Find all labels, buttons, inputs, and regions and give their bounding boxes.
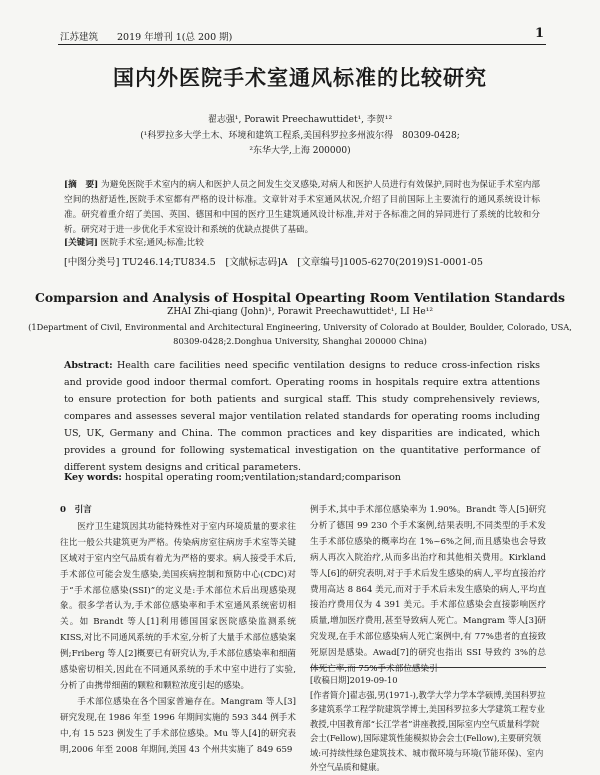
abstract-en	[64, 357, 540, 476]
authors-cn: 翟志强¹, Porawit Preechawuttidet¹, 李贺¹²	[207, 115, 393, 125]
footnote-author: [作者简介]翟志强,男(1971-),教学大学力学本学硕博,美国科罗拉多建筑系学工程学院建筑学博士,美国科罗拉多大学建筑工程专业教授,中国教育部“长江学者”讲座教授,国际室内空气质量科学院会士(Fellow),国际建筑性能模拟协会会士(Fellow),主要研究领域:可持续性绿色建筑技术、城市微环境与环境(节能环保)、室内外空气品质和健康。	[310, 689, 546, 772]
keywords-en	[64, 472, 401, 483]
affiliation-en-1: (1Department of Civil, Environmental and Architectural Engineering, University of Colorado at Boulder, Boulder, Colorado, USA,	[28, 322, 572, 332]
abstract-cn-label: [摘 要]	[64, 180, 99, 190]
footnote-rule	[310, 667, 546, 668]
keywords-en-label: Key words:	[64, 472, 122, 483]
abstract-en-label: Abstract:	[64, 360, 113, 371]
classification-line: [中图分类号] TU246.14;TU834.5 [文献标志码]A [文章编号]1005-6270(2019)S1-0001-05	[64, 257, 483, 268]
footnote	[310, 673, 546, 775]
abstract-cn	[64, 178, 540, 238]
paper-title-en: Comparsion and Analysis of Hospital Opearting Room Ventilation Standards	[35, 290, 565, 305]
paragraph: 手术部位感染在各个国家普遍存在。Mangram 等人[3]研究发现,在 1986 年至 1996 年期间实施的 593 344 例手术中,有 15 523 例发生了手术部位感染。Mu 等人[4]的研究表明,2006 年至 2008 年期间,美国 43 个州共实施了 849 659	[60, 696, 296, 755]
keywords-en-text: hospital operating room;ventilation;standard;comparison	[124, 472, 401, 483]
keywords-cn-label: [关键词]	[64, 238, 98, 248]
abstract-en-text: Health care facilities need specific ventilation designs to reduce cross-infection risks and provide good indoor thermal comfort. Operating rooms in hospitals require extra attentions to ensure protection for both patients and surgical staff. This study comprehensively reviews, compares and assesses several major ventilation related standards for operating rooms including US, UK, Germany and China. The common practices and key disparities are indicated, which provides a ground for following systematical investigation on the quantitative performance of different system designs and critical parameters.	[64, 360, 540, 473]
authors-en: ZHAI Zhi-qiang (John)¹, Porawit Preechawuttidet¹, LI He¹²	[167, 307, 433, 317]
journal-info: 江苏建筑 2019 年增刊 1(总 200 期)	[60, 32, 233, 43]
paragraph: 医疗卫生建筑因其功能特殊性对于室内环境质量的要求往往比一般公共建筑更为严格。传染病房室往病房手术室等关键区域对于室内空气品质有着尤为严格的要求。病人接受手术后,手术部位可能会发生感染,美国疾病控制和预防中心(CDC)对于“手术部位感染(SSI)”的定义是:手术部位术后出现感染现象。很多学者认为,手术部位感染率和手术室通风系统密切相关。如 Brandt 等人[1]利用德国国家医院感染监测系统 KISS,对比不同通风系统的手术室,分析了大量手术部位感染案例;Friberg 等人[2]概要已有研究认为,手术部位感染率和细菌感染密切相关,因此在不同通风系统的手术中室中进行了实验,分析了由携带细菌的颗粒和颗粒浓度引起的感染。	[60, 521, 296, 691]
body-right-column	[310, 503, 546, 678]
section-title: 0 引言	[60, 505, 92, 515]
footnote-received: [收稿日期]2019-09-10	[310, 675, 398, 685]
affiliation-en-2: 80309-0428;2.Donghua University, Shanghai 200000 China)	[173, 336, 427, 346]
affiliation-cn-2: ²东华大学,上海 200000)	[249, 146, 351, 156]
header-rule	[58, 44, 546, 45]
paper-title-cn: 国内外医院手术室通风标准的比较研究	[113, 66, 487, 90]
paragraph: 例手术,其中手术部位感染率为 1.90%。Brandt 等人[5]研究分析了德国 99 230 个手术案例,结果表明,不同类型的手术发生手术部位感染的概率均在 1%~6%之间,而且感染也会导致病人再次入院治疗,从而多出治疗和其他相关费用。Kirkland 等人[6]的研究表明,对于手术后发生感染的病人,平均直接治疗费用高达 8 864 美元,而对于手术后未发生感染的病人,平均直接治疗费用仅为 4 391 美元。手术部位感染会直接影响医疗质量,增加医疗费用,甚至导致病人死亡。Mangram 等人[3]研究发现,在手术部位感染病人死亡案例中,有 77%患者的直接致死原因是感染。Awad[7]的研究也指出 SSI 导致约 3%的总体死亡率,而 75%手术部位感染引	[310, 505, 546, 675]
page-number: 1	[534, 26, 544, 41]
abstract-cn-text: 为避免医院手术室内的病人和医护人员之间发生交叉感染,对病人和医护人员进行有效保护,同时也为保证手术室内部空间的热舒适性,医院手术室都有严格的设计标准。文章针对手术室通风状况,介绍了目前国际上主要流行的通风系统设计标准。研究着重介绍了美国、英国、德国和中国的医疗卫生建筑通风设计标准,并对于各标准之间的异同进行了系统的比较和分析。研究对于进一步优化手术室设计和系统的优缺点提供了基础。	[64, 180, 540, 235]
keywords-cn-text: 医院手术室;通风;标准;比较	[100, 238, 204, 248]
keywords-cn	[64, 236, 204, 248]
body-left-column	[60, 503, 296, 759]
affiliation-cn-1: (¹科罗拉多大学土木、环境和建筑工程系,美国科罗拉多州波尔得 80309-0428;	[140, 131, 460, 141]
